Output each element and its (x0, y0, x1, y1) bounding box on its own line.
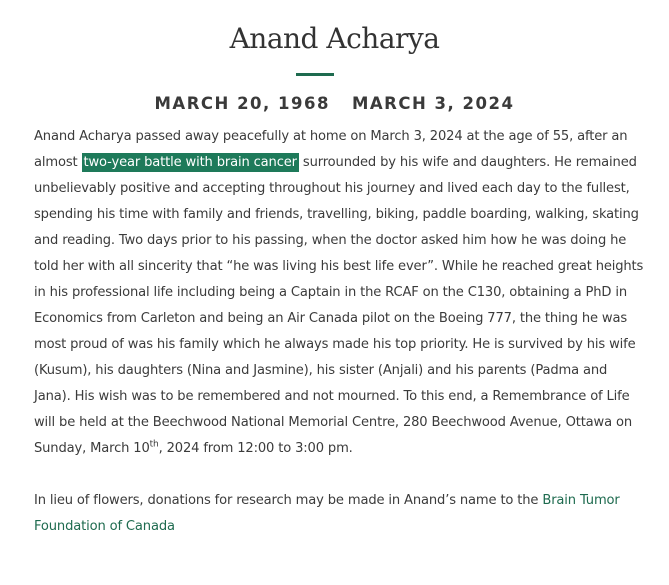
death-date: MARCH 3, 2024 (351, 94, 515, 113)
paragraph-body: surrounded by his wife and daughters. He remained unbelievably positive and accepting throughout his journey and lived each day to the fullest, spending his time with family and friends, travelling, biking, paddle boarding, walking, skating and reading. Two days prior to his passing, when the doctor asked him how he was doing he told her with all sincerity that “he was living his best life ever”. While he reached great heights in his professional life including being a Captain in the RCAF on the C130, obtaining a PhD in Economics from Carleton and being an Air Canada pilot on the Boeing 777, the thing he was most proud of was his family which he always made his top priority. He is survived by his wife (Kusum), his daughters (Nina and Jasmine), his sister (Anjali) and his parents (Padma and Jana). His wish was to be remembered and not mourned. To this end, a Remembrance of Life will be held at the Beechwood National Memorial Centre, 280 Beechwood Avenue, Ottawa on Sunday, March 10 (34, 155, 644, 456)
paragraph-intro: Anand Acharya passed away peacefully at home on March 3, 2024 at the age of 55, after an almost (34, 129, 628, 170)
obituary-body (34, 124, 646, 540)
paragraph-closing: , 2024 from 12:00 to 3:00 pm. (158, 441, 353, 456)
donation-paragraph (34, 488, 646, 540)
highlighted-text: two-year battle with brain cancer (83, 155, 297, 170)
birth-date: MARCH 20, 1968 (154, 94, 330, 113)
life-dates (0, 94, 669, 113)
obituary-paragraph (34, 124, 646, 462)
title-divider (296, 73, 334, 76)
donation-text: In lieu of flowers, donations for research may be made in Anand’s name to the (34, 493, 543, 508)
brain-tumor-foundation-link[interactable]: Brain Tumor Foundation of Canada (34, 493, 620, 534)
ordinal-suffix: th (149, 439, 159, 450)
obituary-name: Anand Acharya (229, 22, 440, 55)
